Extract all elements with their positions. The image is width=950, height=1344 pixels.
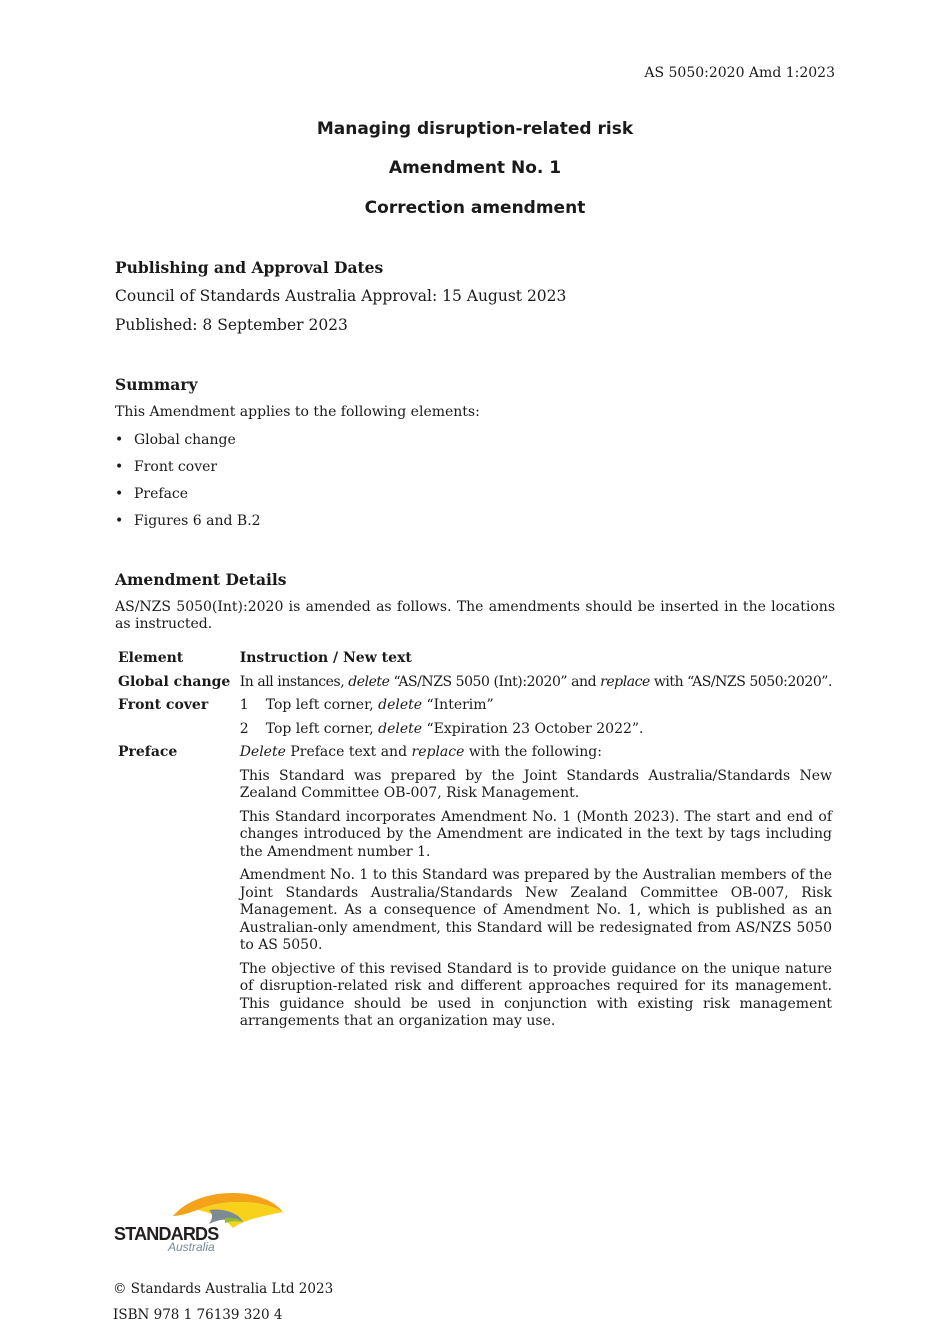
table-row xyxy=(115,695,835,719)
published-date: Published: 8 September 2023 xyxy=(115,316,348,334)
isbn: ISBN 978 1 76139 320 4 xyxy=(113,1307,283,1323)
logo-wordmark: STANDARDS xyxy=(114,1224,219,1244)
table-row xyxy=(115,807,835,866)
instruction-preface: Delete Preface text and replace with the following: xyxy=(239,744,602,760)
bullet-icon: • xyxy=(115,459,124,475)
amendment-type: Correction amendment xyxy=(364,198,586,218)
list-item: • Figures 6 and B.2 xyxy=(115,513,261,529)
instruction-front-cover-1: 1 Top left corner, delete “Interim” xyxy=(239,697,494,713)
summary-heading: Summary xyxy=(115,375,198,394)
copyright: © Standards Australia Ltd 2023 xyxy=(113,1281,334,1297)
document-title: Managing disruption-related risk xyxy=(316,119,634,139)
table-row xyxy=(115,959,835,1035)
table-row xyxy=(115,672,835,696)
table-row xyxy=(115,865,835,959)
list-item: • Preface xyxy=(115,486,189,502)
column-header-element: Element xyxy=(118,650,184,666)
preface-paragraph: Amendment No. 1 to this Standard was prepared by the Australian members of the Joint Standards Australia/Standards New Zealand Committee OB-007, Risk Management. As a consequence of Amendment No. 1, which is published as an Australian-only amendment, this Standard will be redesignated from AS/NZS 5050 to AS 5050. xyxy=(239,867,832,953)
preface-paragraph: This Standard incorporates Amendment No. 1 (Month 2023). The start and end of changes introduced by the Amendment are indicated in the text by tags including the Amendment number 1. xyxy=(239,808,832,860)
approval-date: Council of Standards Australia Approval: 15 August 2023 xyxy=(115,287,567,305)
publishing-heading: Publishing and Approval Dates xyxy=(115,258,384,277)
bullet-icon: • xyxy=(115,513,124,529)
table-row xyxy=(115,742,835,766)
document-id: AS 5050:2020 Amd 1:2023 xyxy=(644,65,835,81)
element-preface: Preface xyxy=(118,744,178,760)
summary-list xyxy=(115,430,261,538)
table-row xyxy=(115,766,835,807)
list-item: • Front cover xyxy=(115,459,218,475)
instruction-global-change: In all instances, delete “AS/NZS 5050 (Int):2020” and replace with “AS/NZS 5050:2020”. xyxy=(239,673,832,690)
logo-subtitle: Australia xyxy=(168,1240,215,1253)
bullet-icon: • xyxy=(115,432,124,448)
preface-paragraph: The objective of this revised Standard is to provide guidance on the unique nature of disruption-related risk and different approaches required for its management. This guidance should be used in conjunction with existing risk management arrangements that an organization may use. xyxy=(239,960,832,1029)
instruction-front-cover-2: 2 Top left corner, delete “Expiration 23 October 2022”. xyxy=(239,720,644,737)
bullet-icon: • xyxy=(115,486,124,502)
summary-intro: This Amendment applies to the following elements: xyxy=(115,404,480,420)
amendment-number: Amendment No. 1 xyxy=(388,158,562,178)
details-heading: Amendment Details xyxy=(115,570,287,589)
element-global-change: Global change xyxy=(118,673,231,690)
standards-australia-logo xyxy=(113,1188,288,1253)
details-intro: AS/NZS 5050(Int):2020 is amended as follows. The amendments should be inserted in the locations as instructed. xyxy=(115,599,835,632)
element-front-cover: Front cover xyxy=(118,697,209,713)
list-item: • Global change xyxy=(115,432,236,448)
amendment-table xyxy=(115,648,835,1035)
table-row xyxy=(115,719,835,743)
table-header-row xyxy=(115,648,835,672)
preface-paragraph: This Standard was prepared by the Joint Standards Australia/Standards New Zealand Committee OB-007, Risk Management. xyxy=(239,767,832,801)
column-header-instruction: Instruction / New text xyxy=(239,650,412,666)
